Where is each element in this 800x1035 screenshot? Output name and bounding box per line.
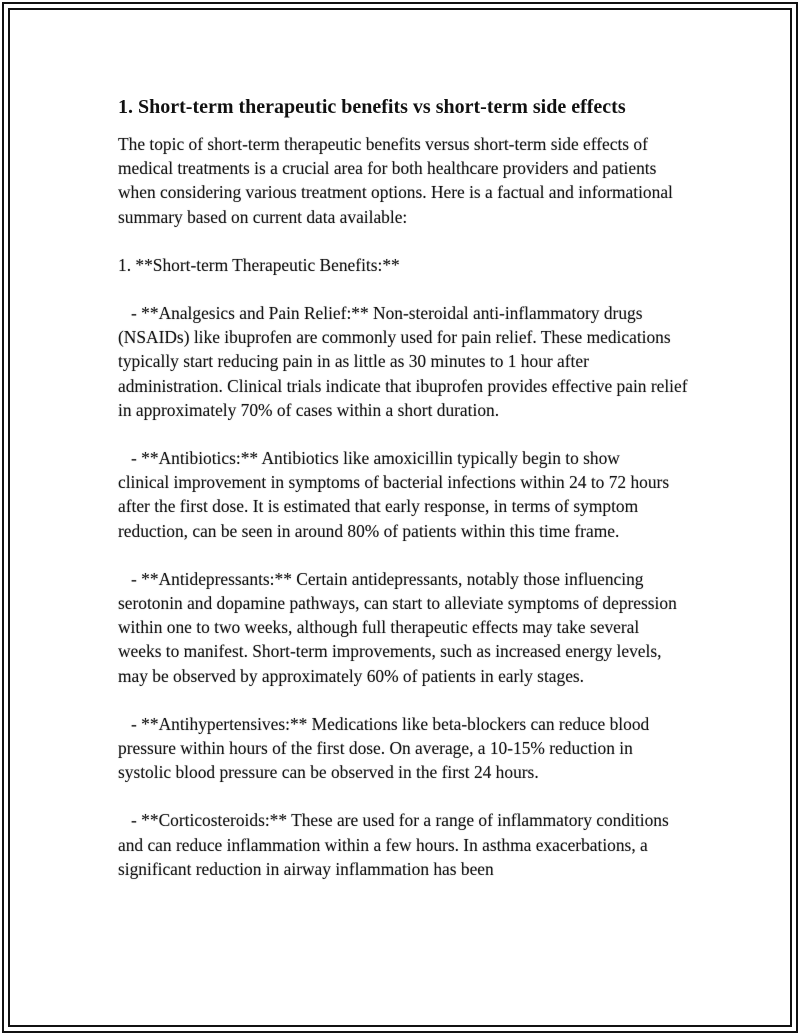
paragraph-gap	[118, 277, 698, 301]
document-body	[118, 93, 698, 881]
corticosteroids-paragraph: - **Corticosteroids:** These are used for a range of inflammatory conditions and can reduce inflammation within a few hours. In asthma exacerbations, a significant reduction in airway inflammation has been	[118, 810, 674, 879]
paragraph-gap	[118, 543, 698, 567]
paragraph-gap	[118, 688, 698, 712]
analgesics-paragraph: - **Analgesics and Pain Relief:** Non-steroidal anti-inflammatory drugs (NSAIDs) like ibuprofen are commonly used for pain relief. These medications typically start reducing pain in as little as 30 minutes to 1 hour after administration. Clinical trials indicate that ibuprofen provides effective pain relief in approximately 70% of cases within a short duration.	[118, 303, 692, 420]
intro-paragraph: The topic of short-term therapeutic benefits versus short-term side effects of medical treatments is a crucial area for both healthcare providers and patients when considering various treatment options. Here is a factual and informational summary based on current data available:	[118, 134, 678, 227]
paragraph-gap	[118, 229, 698, 253]
section-title: 1. Short-term therapeutic benefits vs short-term side effects	[118, 96, 626, 118]
antidepressants-paragraph: - **Antidepressants:** Certain antidepressants, notably those influencing serotonin and dopamine pathways, can start to alleviate symptoms of depression within one to two weeks, although full therapeutic effects may take several weeks to manifest. Short-term improvements, such as increased energy levels, may be observed by approximately 60% of patients in early stages.	[118, 568, 682, 686]
benefits-heading: 1. **Short-term Therapeutic Benefits:**	[118, 254, 400, 275]
antihypertensives-paragraph: - **Antihypertensives:** Medications like beta-blockers can reduce blood pressure within hours of the first dose. On average, a 10-15% reduction in systolic blood pressure can be observed in the first 24 hours.	[118, 713, 654, 783]
antibiotics-paragraph: - **Antibiotics:** Antibiotics like amoxicillin typically begin to show clinical improvement in symptoms of bacterial infections within 24 to 72 hours after the first dose. It is estimated that early response, in terms of symptom reduction, can be seen in around 80% of patients within this time frame.	[118, 448, 674, 541]
paragraph-gap	[118, 422, 698, 446]
paragraph-gap	[118, 784, 698, 808]
